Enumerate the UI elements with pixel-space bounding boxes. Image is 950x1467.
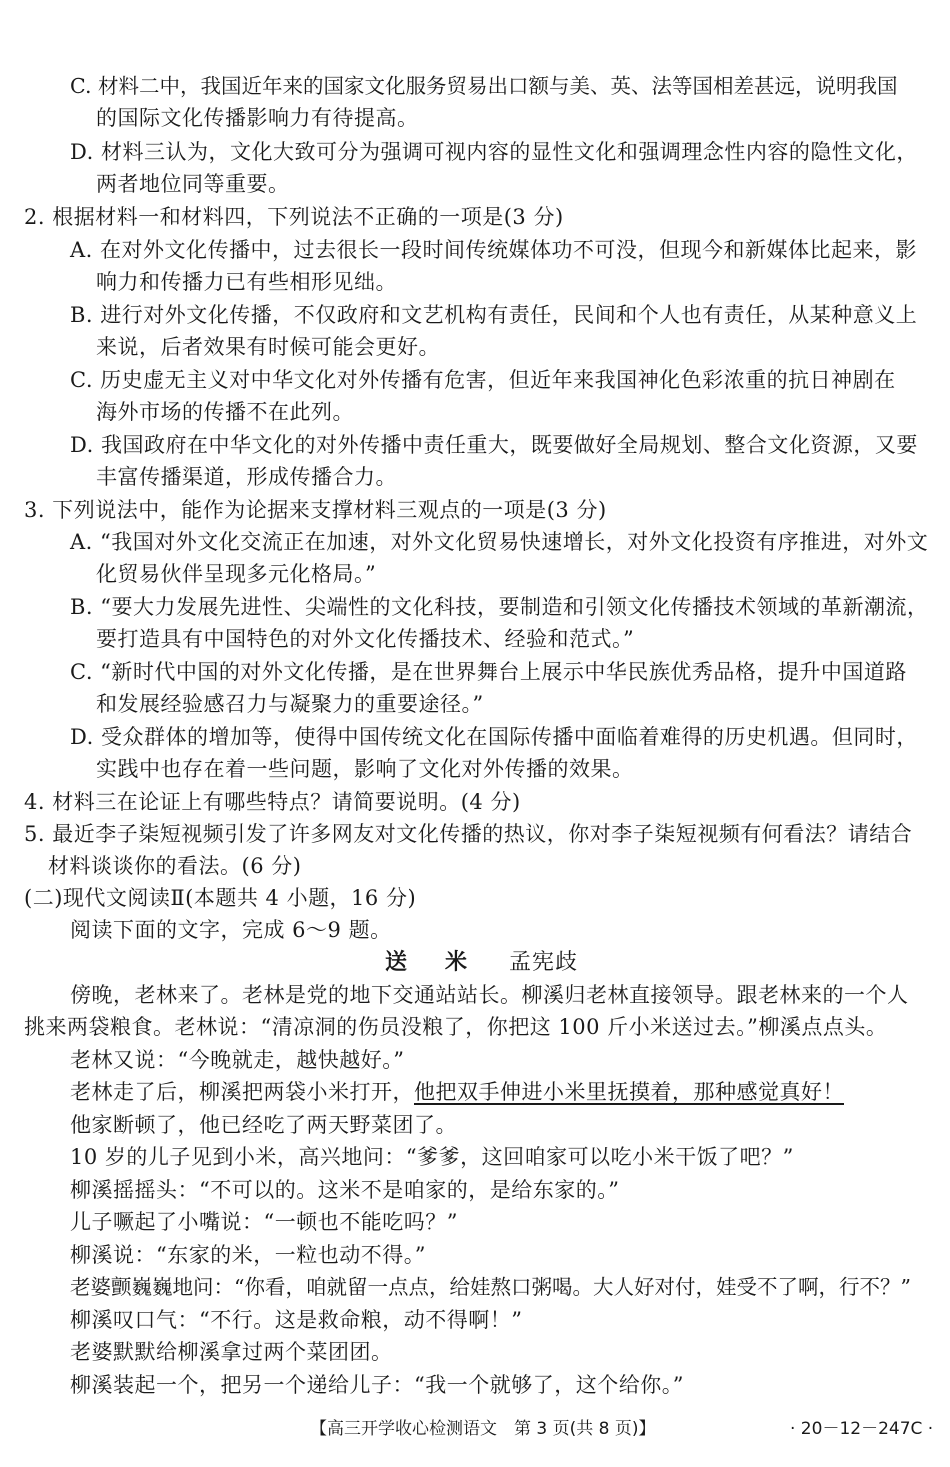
q3-option-d-line-1: D. 受众群体的增加等，使得中国传统文化在国际传播中面临着难得的历史机遇。但同时，	[70, 725, 918, 749]
q3-option-b-line-1: B. “要大力发展先进性、尖端性的文化科技，要制造和引领文化传播技术领域的革新潮流，	[70, 595, 929, 619]
story-line-4-text: 老林走了后，柳溪把两袋小米打开，	[70, 1080, 414, 1104]
story-line-9: 柳溪说：“东家的米，一粒也动不得。”	[70, 1243, 426, 1267]
question-5-stem-line-1: 5. 最近李子柒短视频引发了许多网友对文化传播的热议，你对李子柒短视频有何看法？请结合	[24, 822, 913, 846]
q3-option-a-line-2: 化贸易伙伴呈现多元化格局。”	[96, 562, 377, 586]
story-line-8: 儿子噘起了小嘴说：“一顿也不能吃吗？”	[70, 1210, 458, 1234]
q2-option-b-line-2: 来说，后者效果有时候可能会更好。	[96, 335, 440, 359]
question-5-stem-line-2: 材料谈谈你的看法。(6 分)	[48, 854, 302, 878]
underlined-sentence: 他把双手伸进小米里抚摸着，那种感觉真好！	[414, 1080, 844, 1104]
story-line-1: 傍晚，老林来了。老林是党的地下交通站站长。柳溪归老林直接领导。跟老林来的一个人	[70, 983, 909, 1007]
story-title-block	[385, 948, 578, 977]
option-c-line-2: 的国际文化传播影响力有待提高。	[96, 106, 419, 130]
story-line-6: 10 岁的儿子见到小米，高兴地问：“爹爹，这回咱家可以吃小米干饭了吧？”	[70, 1145, 794, 1169]
story-line-11: 柳溪叹口气：“不行。这是救命粮，动不得啊！”	[70, 1308, 523, 1332]
option-d-line-1: D. 材料三认为，文化大致可分为强调可视内容的显性文化和强调理念性内容的隐性文化，	[70, 140, 918, 164]
story-line-10: 老婆颤巍巍地问：“你看，咱就留一点点，给娃熬口粥喝。大人好对付，娃受不了啊，行不？”	[70, 1275, 911, 1299]
q3-option-c-line-2: 和发展经验感召力与凝聚力的重要途径。”	[96, 692, 484, 716]
q3-option-c-line-1: C. “新时代中国的对外文化传播，是在世界舞台上展示中华民族优秀品格，提升中国道路	[70, 660, 907, 684]
story-line-5: 他家断顿了，他已经吃了两天野菜团了。	[70, 1113, 457, 1137]
question-2-stem: 2. 根据材料一和材料四，下列说法不正确的一项是(3 分)	[24, 205, 564, 229]
option-c-line-1: C. 材料二中，我国近年来的国家文化服务贸易出口额与美、英、法等国相差甚远，说明我国	[70, 74, 898, 98]
story-line-2: 挑来两袋粮食。老林说：“清凉洞的伤员没粮了，你把这 100 斤小米送过去。”柳溪点点头。	[24, 1015, 888, 1039]
q2-option-a-line-2: 响力和传播力已有些相形见绌。	[96, 270, 397, 294]
story-line-7: 柳溪摇摇头：“不可以的。这米不是咱家的，是给东家的。”	[70, 1178, 620, 1202]
q2-option-d-line-2: 丰富传播渠道，形成传播合力。	[96, 465, 397, 489]
story-author: 孟宪歧	[509, 950, 579, 975]
question-4-stem: 4. 材料三在论证上有哪些特点？请简要说明。(4 分)	[24, 790, 521, 814]
q2-option-b-line-1: B. 进行对外文化传播，不仅政府和文艺机构有责任，民间和个人也有责任，从某种意义上	[70, 303, 918, 327]
option-d-line-2: 两者地位同等重要。	[96, 172, 290, 196]
story-line-13: 柳溪装起一个，把另一个递给儿子：“我一个就够了，这个给你。”	[70, 1373, 684, 1397]
q2-option-c-line-2: 海外市场的传播不在此列。	[96, 400, 354, 424]
q2-option-a-line-1: A. 在对外文化传播中，过去很长一段时间传统媒体功不可没，但现今和新媒体比起来，影	[70, 238, 918, 262]
q3-option-a-line-1: A. “我国对外文化交流正在加速，对外文化贸易快速增长，对外文化投资有序推进，对外文	[70, 530, 929, 554]
story-line-4	[70, 1078, 844, 1106]
page-footer-label: 【高三开学收心检测语文 第 3 页(共 8 页)】	[310, 1419, 656, 1439]
section-heading: (二)现代文阅读Ⅱ(本题共 4 小题，16 分)	[24, 886, 417, 910]
q3-option-b-line-2: 要打造具有中国特色的对外文化传播技术、经验和范式。”	[96, 627, 635, 651]
q3-option-d-line-2: 实践中也存在着一些问题，影响了文化对外传播的效果。	[96, 757, 634, 781]
page-footer-code: · 20－12－247C ·	[790, 1419, 934, 1439]
q2-option-d-line-1: D. 我国政府在中华文化的对外传播中责任重大，既要做好全局规划、整合文化资源，又要	[70, 433, 918, 457]
reading-instruction: 阅读下面的文字，完成 6～9 题。	[70, 918, 392, 942]
q2-option-c-line-1: C. 历史虚无主义对中华文化对外传播有危害，但近年来我国神化色彩浓重的抗日神剧在	[70, 368, 896, 392]
story-line-3: 老林又说：“今晚就走，越快越好。”	[70, 1048, 405, 1072]
story-line-12: 老婆默默给柳溪拿过两个菜团团。	[70, 1340, 393, 1364]
story-title: 送米	[385, 949, 506, 975]
question-3-stem: 3. 下列说法中，能作为论据来支撑材料三观点的一项是(3 分)	[24, 498, 607, 522]
